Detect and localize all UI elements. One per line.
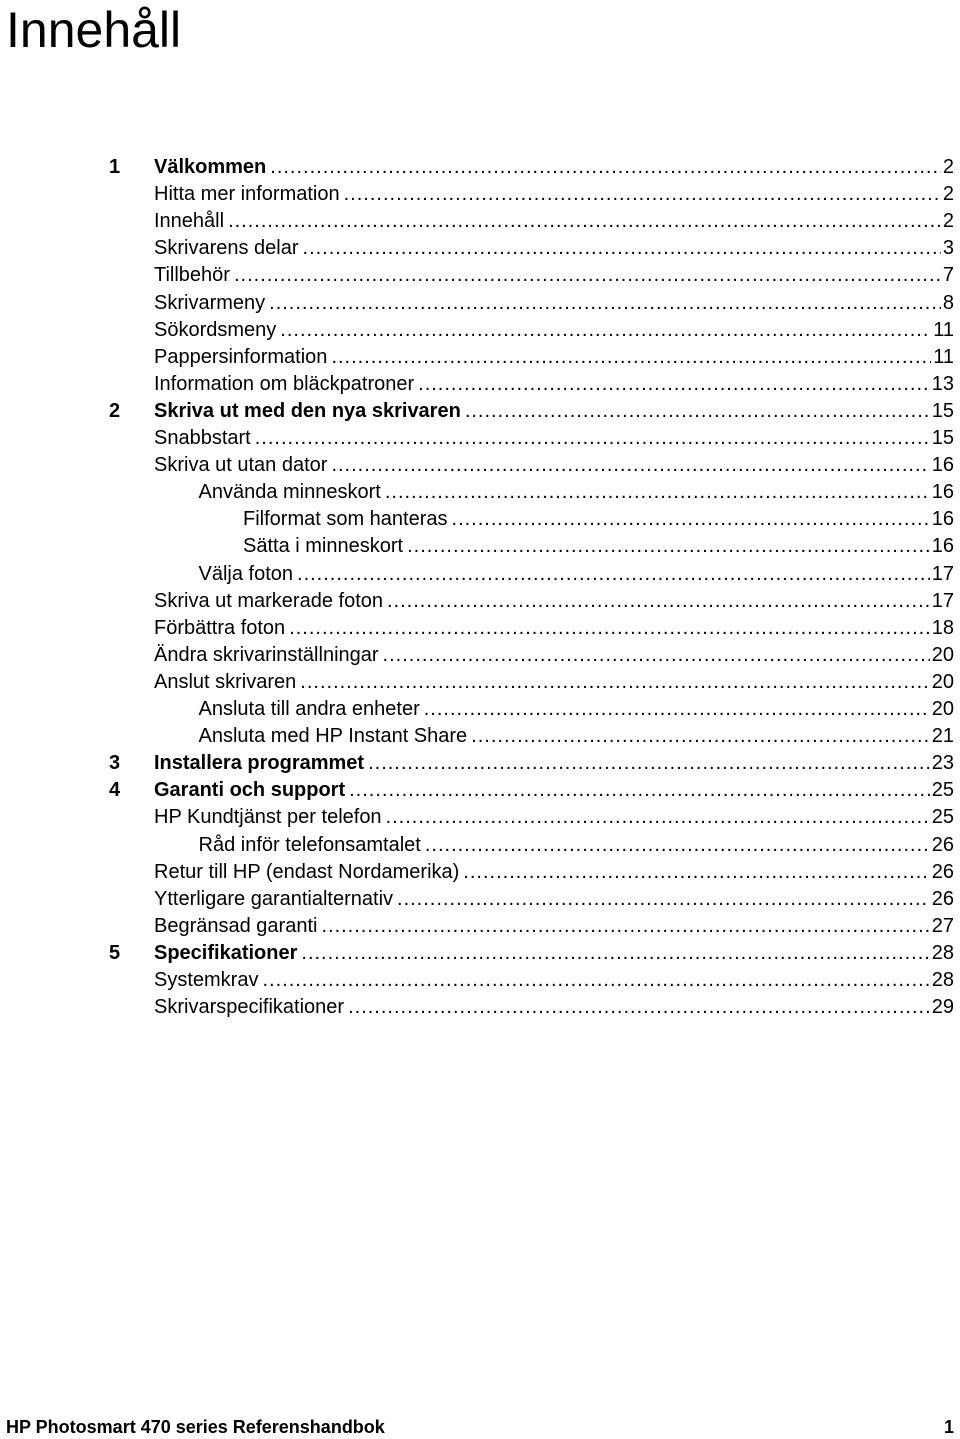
toc-entry-label: Ansluta till andra enheter: [198, 698, 420, 720]
toc-dot-leader: [255, 425, 930, 452]
toc-entry-link[interactable]: [154, 181, 954, 208]
toc-entry-link[interactable]: [199, 561, 955, 588]
toc-entry-link[interactable]: [154, 913, 954, 940]
toc-entry-link[interactable]: [154, 588, 954, 615]
toc-row: [0, 235, 960, 262]
toc-row: [0, 669, 960, 696]
toc-entry-link[interactable]: [243, 533, 954, 560]
toc-entry-label: Hitta mer information: [154, 183, 340, 206]
toc-page-number: 16: [931, 454, 954, 477]
toc-dot-leader: [234, 262, 941, 289]
toc-dot-leader: [269, 290, 941, 317]
toc-page-number: 16: [931, 535, 954, 558]
toc-entry-label: Snabbstart: [154, 427, 251, 449]
toc-entry-label: Råd inför telefonsamtalet: [198, 833, 421, 856]
toc-dot-leader: [331, 344, 931, 371]
toc-entry-link[interactable]: [154, 344, 954, 371]
toc-dot-leader: [289, 615, 930, 642]
toc-page-number: 15: [931, 427, 954, 449]
toc-entry-link[interactable]: [154, 886, 954, 913]
toc-dot-leader: [397, 886, 930, 913]
toc-page-number: 26: [931, 833, 954, 856]
toc-entry-link[interactable]: [154, 262, 954, 289]
toc-entry-link[interactable]: [154, 859, 954, 886]
toc-entry-link[interactable]: [154, 208, 954, 235]
toc-row: [0, 154, 960, 181]
toc-dot-leader: [344, 181, 941, 208]
toc-dot-leader: [452, 506, 930, 533]
toc-row: [0, 615, 960, 642]
toc-row: [0, 208, 960, 235]
toc-dot-leader: [463, 859, 929, 886]
toc-entry-label: Filformat som hanteras: [243, 508, 448, 531]
toc-page-number: 20: [931, 643, 954, 666]
toc-entry-label: Specifikationer: [154, 941, 298, 964]
toc-entry-label: Använda minneskort: [198, 481, 381, 504]
toc-row: [0, 533, 960, 560]
toc-dot-leader: [301, 940, 929, 967]
toc-page-number: 16: [931, 481, 954, 504]
toc-page-number: 11: [933, 318, 954, 341]
toc-entry-label: Skriva ut markerade foton: [154, 589, 383, 612]
toc-entry-link[interactable]: [199, 832, 955, 859]
toc-entry-label: HP Kundtjänst per telefon: [154, 806, 382, 829]
toc-entry-link[interactable]: [154, 452, 954, 479]
toc-entry-label: Välkommen: [154, 156, 267, 178]
toc-page-number: 27: [931, 914, 954, 937]
toc-entry-link[interactable]: [154, 967, 954, 994]
toc-entry-label: Tillbehör: [154, 264, 230, 287]
footer-page-number: 1: [943, 1417, 954, 1437]
toc-entry-link[interactable]: [199, 723, 955, 750]
toc-dot-leader: [386, 804, 930, 831]
toc-entry-label: Information om bläckpatroner: [154, 372, 415, 395]
toc-page-number: 2: [942, 156, 954, 178]
toc-entry-link[interactable]: [154, 290, 954, 317]
toc-entry-label: Pappersinformation: [154, 345, 328, 368]
toc-dot-leader: [368, 750, 930, 777]
toc-dot-leader: [228, 208, 941, 235]
toc-entry-label: Skrivarmeny: [154, 291, 266, 314]
toc-row: [0, 425, 960, 452]
toc-page-number: 18: [931, 616, 954, 639]
toc-page-number: 23: [931, 752, 954, 775]
toc-page-number: 17: [931, 589, 954, 612]
toc-entry-link[interactable]: [243, 506, 954, 533]
toc-entry-link[interactable]: [154, 317, 954, 344]
toc-entry-link[interactable]: [154, 804, 954, 831]
toc-entry-label: Systemkrav: [154, 969, 259, 991]
toc-row: [0, 398, 960, 425]
toc-page-number: 26: [931, 887, 954, 910]
footer-title: HP Photosmart 470 series Referenshandbok: [6, 1417, 385, 1437]
toc-entry-label: Ytterligare garantialternativ: [154, 887, 394, 910]
toc-dot-leader: [418, 371, 930, 398]
toc-entry-label: Skrivarens delar: [154, 237, 299, 260]
toc-page-number: 2: [942, 210, 954, 233]
toc-entry-label: Sökordsmeny: [154, 318, 277, 341]
toc-entry-link[interactable]: [199, 696, 955, 723]
toc-entry-link[interactable]: [154, 615, 954, 642]
toc-entry-link[interactable]: [154, 235, 954, 262]
toc-row: [0, 886, 960, 913]
toc-page-number: 20: [931, 698, 954, 720]
toc-page-number: 8: [942, 291, 954, 314]
toc-dot-leader: [385, 479, 930, 506]
toc-entry-link[interactable]: [154, 777, 954, 804]
toc-dot-leader: [331, 452, 929, 479]
toc-row: [0, 561, 960, 588]
toc-entry-label: Anslut skrivaren: [154, 670, 297, 693]
toc-row: [0, 750, 960, 777]
toc-page-number: 16: [931, 508, 954, 531]
toc-dot-leader: [300, 669, 929, 696]
toc-dot-leader: [425, 832, 930, 859]
toc-entry-link[interactable]: [154, 398, 954, 425]
toc-dot-leader: [407, 533, 930, 560]
toc-dot-leader: [387, 588, 930, 615]
toc-row: [0, 994, 960, 1021]
toc-row: [0, 723, 960, 750]
toc-entry-link[interactable]: [154, 425, 954, 452]
toc-dot-leader: [280, 317, 931, 344]
toc-entry-label: Installera programmet: [154, 752, 365, 775]
toc-entry-label: Ändra skrivarinställningar: [154, 643, 379, 666]
toc-row: [0, 940, 960, 967]
toc-page-number: 25: [931, 779, 954, 802]
toc-row: [0, 371, 960, 398]
toc-page-number: 13: [931, 372, 954, 395]
toc-entry-label: Skriva ut med den nya skrivaren: [154, 399, 461, 422]
page-footer: [0, 1415, 960, 1439]
toc-entry-link[interactable]: [154, 154, 954, 181]
toc-chapter-number: 5: [109, 941, 121, 964]
toc-page-number: 28: [931, 969, 954, 991]
toc-page-number: 17: [931, 562, 954, 585]
toc-row: [0, 696, 960, 723]
toc-row: [0, 290, 960, 317]
toc-entry-link[interactable]: [154, 371, 954, 398]
toc-entry-label: Ansluta med HP Instant Share: [198, 725, 468, 748]
toc-row: [0, 452, 960, 479]
toc-dot-leader: [297, 561, 930, 588]
toc-entry-label: Välja foton: [198, 562, 294, 585]
toc-page-number: 20: [931, 670, 954, 693]
toc-row: [0, 344, 960, 371]
toc-dot-leader: [270, 154, 941, 181]
toc-dot-leader: [465, 398, 930, 425]
toc-row: [0, 181, 960, 208]
toc-entry-label: Skrivarspecifikationer: [154, 996, 345, 1019]
toc-dot-leader: [471, 723, 930, 750]
toc-page-number: 15: [931, 399, 954, 422]
toc-page-number: 29: [931, 996, 954, 1019]
toc-entry-link[interactable]: [154, 940, 954, 967]
toc-page-number: 2: [942, 183, 954, 206]
toc-row: [0, 642, 960, 669]
toc-row: [0, 479, 960, 506]
toc-entry-label: Förbättra foton: [154, 616, 286, 639]
toc-row: [0, 859, 960, 886]
toc-dot-leader: [383, 642, 930, 669]
toc-page-number: 25: [931, 806, 954, 829]
toc-chapter-number: 3: [109, 752, 121, 775]
toc-dot-leader: [262, 967, 929, 994]
toc-row: [0, 317, 960, 344]
toc-row: [0, 913, 960, 940]
toc-dot-leader: [424, 696, 930, 723]
page-title: Innehåll: [6, 2, 182, 58]
toc-dot-leader: [348, 994, 930, 1021]
toc-entry-label: Retur till HP (endast Nordamerika): [154, 860, 460, 883]
toc-entry-label: Sätta i minneskort: [243, 535, 404, 558]
toc-entry-link[interactable]: [154, 750, 954, 777]
toc-dot-leader: [303, 235, 941, 262]
toc-dot-leader: [321, 913, 929, 940]
toc-row: [0, 804, 960, 831]
toc-chapter-number: 1: [109, 156, 121, 178]
toc-row: [0, 777, 960, 804]
toc-page-number: 21: [931, 725, 954, 748]
toc-row: [0, 832, 960, 859]
toc-entry-link[interactable]: [154, 994, 954, 1021]
toc-page-number: 11: [933, 345, 954, 368]
toc-row: [0, 506, 960, 533]
toc-page-number: 28: [931, 941, 954, 964]
toc-row: [0, 588, 960, 615]
toc-chapter-number: 2: [109, 399, 121, 422]
toc-row: [0, 262, 960, 289]
toc-entry-label: Skriva ut utan dator: [154, 454, 328, 477]
toc-entry-label: Innehåll: [154, 210, 225, 233]
toc-entry-label: Garanti och support: [154, 779, 346, 802]
toc-entry-link[interactable]: [154, 642, 954, 669]
toc-page-number: 7: [942, 264, 954, 287]
toc-chapter-number: 4: [109, 779, 121, 802]
toc-row: [0, 967, 960, 994]
toc-entry-link[interactable]: [199, 479, 955, 506]
toc-page-number: 26: [931, 860, 954, 883]
toc-dot-leader: [349, 777, 930, 804]
toc-page-number: 3: [942, 237, 954, 260]
toc-entry-label: Begränsad garanti: [154, 914, 318, 937]
toc-entry-link[interactable]: [154, 669, 954, 696]
